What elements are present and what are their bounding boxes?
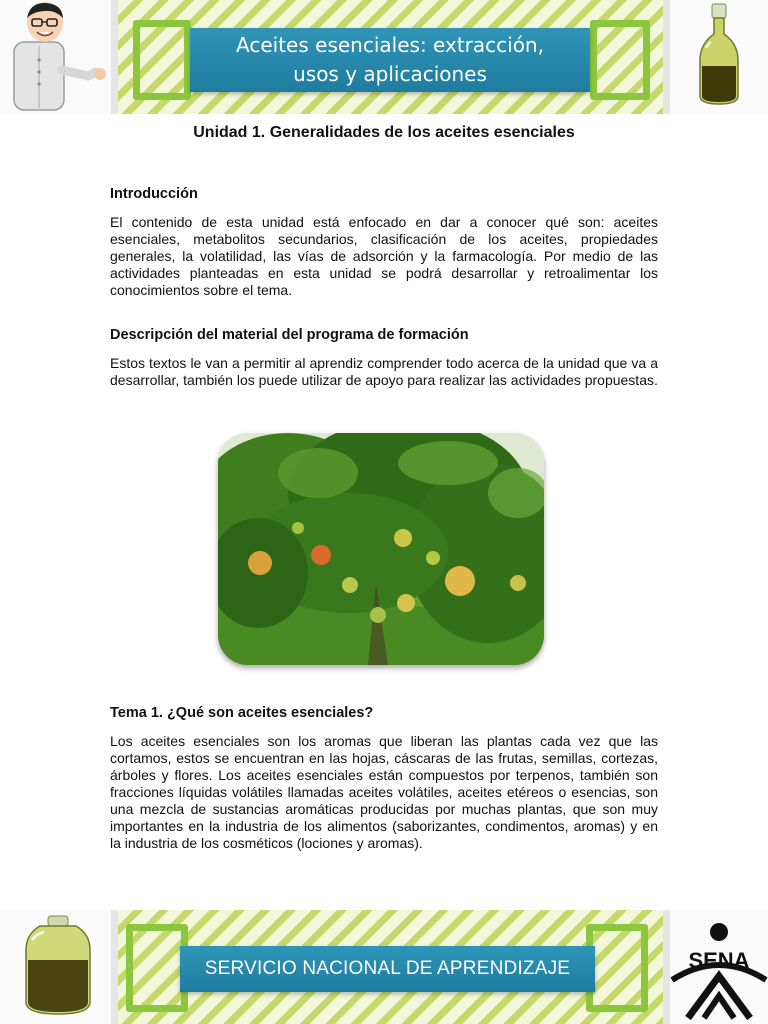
footer-frame-right — [586, 924, 648, 1012]
header-frame-right — [590, 20, 650, 100]
section-heading: Introducción — [110, 186, 198, 202]
section-descripcion — [110, 327, 658, 389]
footer-left-panel — [0, 910, 118, 1024]
oil-bottle-illustration — [670, 0, 768, 114]
unit-title: Unidad 1. Generalidades de los aceites esenciales — [193, 124, 575, 141]
sena-logo — [670, 910, 768, 1024]
section-paragraph: El contenido de esta unidad está enfocado en dar a conocer qué son: aceites esenciales, metabolitos secundarios, clasificación de los aceites, propiedades generales, la volatilidad, las vías de adsorción y la farmacología. Por medio de las actividades planteadas en esta unidad se podrá desarrollar y retroalimentar los conocimientos sobre el tema. — [110, 214, 658, 298]
header-banner — [0, 0, 768, 114]
section-paragraph: Los aceites esenciales son los aromas que liberan las plantas cada vez que las cortamos, estos se encuentran en las hojas, cáscaras de las frutas, semillas, cortezas, árboles y flores. Los aceites esenciales están compuestos por terpenos, también son fracciones líquidas volátiles llamadas aceites volátiles, aceites etéreos o esencias, son una mezcla de sustancias aromáticas producidas por muchas plantas, que son muy importantes en la industria de los alimentos (saborizantes, condimentos, aromas) y en la industria de los cosméticos (lociones y aromas). — [110, 733, 658, 851]
institution-name: SERVICIO NACIONAL DE APRENDIZAJE — [204, 958, 571, 979]
header-frame-left — [133, 20, 191, 100]
section-introduccion — [110, 186, 658, 299]
header-right-panel — [663, 0, 768, 114]
course-title-banner — [190, 28, 590, 92]
orange-tree-photo — [218, 433, 544, 665]
course-title-line-2: usos y aplicaciones — [293, 62, 487, 86]
footer-frame-left — [126, 924, 188, 1012]
course-title-line-1: Aceites esenciales: extracción, — [236, 33, 544, 57]
presenter-illustration — [0, 0, 118, 114]
oil-jar-illustration — [0, 910, 118, 1024]
section-heading: Descripción del material del programa de formación — [110, 327, 469, 343]
section-paragraph: Estos textos le van a permitir al aprendiz comprender todo acerca de la unidad que va a desarrollar, también los puede utilizar de apoyo para realizar las actividades propuestas. — [110, 355, 658, 388]
sena-logo-text: SENA — [688, 948, 750, 973]
header-left-panel — [0, 0, 118, 114]
section-heading: Tema 1. ¿Qué son aceites esenciales? — [110, 705, 374, 721]
footer-right-panel — [663, 910, 768, 1024]
orange-tree-image — [218, 433, 544, 665]
footer-banner — [0, 910, 768, 1024]
section-tema-1 — [110, 705, 658, 852]
institution-banner — [180, 946, 595, 992]
